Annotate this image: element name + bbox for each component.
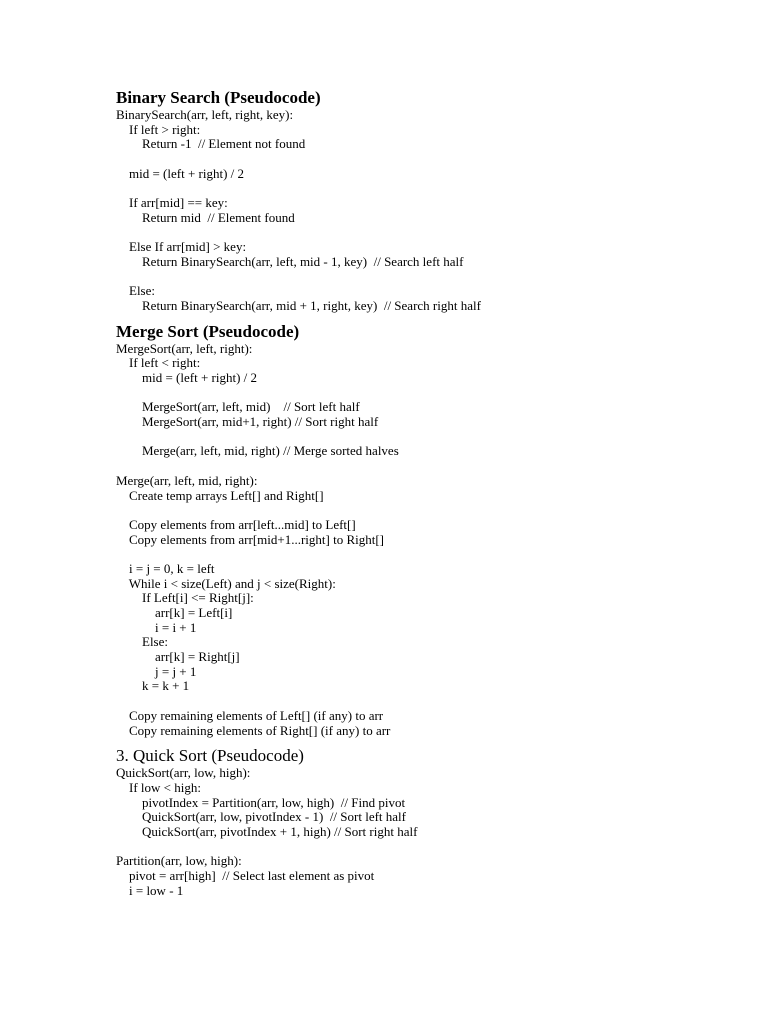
section-title-binary-search: Binary Search (Pseudocode)	[116, 88, 321, 107]
code-line: Return mid // Element found	[116, 209, 295, 225]
blank-line	[116, 181, 756, 196]
code-line: Create temp arrays Left[] and Right[]	[116, 487, 324, 503]
merge-sort-section	[116, 322, 756, 739]
code-line: Else:	[116, 634, 168, 650]
code-line: Else:	[116, 283, 155, 299]
code-line: Else If arr[mid] > key:	[116, 239, 247, 255]
code-line: QuickSort(arr, pivotIndex + 1, high) // Sort right half	[116, 823, 418, 839]
code-line: If left > right:	[116, 121, 201, 137]
code-line: MergeSort(arr, mid+1, right) // Sort right half	[116, 414, 379, 430]
code-line: If low < high:	[116, 779, 201, 795]
code-line: i = low - 1	[116, 882, 184, 898]
code-line: Copy elements from arr[mid+1...right] to Right[]	[116, 531, 385, 547]
code-line: pivot = arr[high] // Select last element as pivot	[116, 868, 375, 883]
code-line: QuickSort(arr, low, pivotIndex - 1) // Sort left half	[116, 809, 406, 825]
code-line: If Left[i] <= Right[j]:	[116, 590, 254, 606]
blank-line	[116, 430, 756, 445]
code-line: If arr[mid] == key:	[116, 195, 228, 211]
code-line: arr[k] = Right[j]	[116, 649, 240, 665]
merge-sort-pseudocode	[116, 342, 756, 739]
code-line: MergeSort(arr, left, right):	[116, 340, 253, 356]
code-line: Copy elements from arr[left...mid] to Left[]	[116, 516, 356, 532]
blank-line	[116, 386, 756, 401]
section-title-merge-sort: Merge Sort (Pseudocode)	[116, 321, 300, 341]
blank-line	[116, 152, 756, 167]
code-line: mid = (left + right) / 2	[116, 165, 245, 181]
code-line: Merge(arr, left, mid, right) // Merge sorted halves	[116, 443, 399, 459]
code-line: Copy remaining elements of Left[] (if any) to arr	[116, 707, 384, 723]
code-line: arr[k] = Left[i]	[116, 605, 233, 620]
blank-line	[116, 840, 756, 855]
code-line: k = k + 1	[116, 678, 190, 694]
blank-line	[116, 270, 756, 285]
code-line: BinarySearch(arr, left, right, key):	[116, 107, 294, 122]
code-line: If left < right:	[116, 355, 201, 371]
code-line: Copy remaining elements of Right[] (if any) to arr	[116, 722, 391, 738]
blank-line	[116, 459, 756, 474]
document-page	[116, 88, 756, 898]
code-line: j = j + 1	[116, 663, 197, 679]
binary-search-pseudocode	[116, 108, 756, 314]
code-line: i = j = 0, k = left	[116, 560, 215, 576]
section-title-quick-sort: 3. Quick Sort (Pseudocode)	[116, 746, 304, 766]
code-line: pivotIndex = Partition(arr, low, high) // Find pivot	[116, 794, 406, 810]
code-line: Return BinarySearch(arr, mid + 1, right, key) // Search right half	[116, 297, 481, 313]
code-line: While i < size(Left) and j < size(Right):	[116, 575, 336, 591]
blank-line	[116, 226, 756, 241]
binary-search-section	[116, 88, 756, 314]
blank-line	[116, 503, 756, 518]
code-line: Partition(arr, low, high):	[116, 853, 242, 869]
code-line: Return BinarySearch(arr, left, mid - 1, key) // Search left half	[116, 253, 464, 269]
quick-sort-pseudocode	[116, 766, 756, 898]
blank-line	[116, 547, 756, 562]
code-line: Return -1 // Element not found	[116, 136, 306, 152]
code-line: Merge(arr, left, mid, right):	[116, 472, 258, 488]
quick-sort-section	[116, 746, 756, 898]
code-line: mid = (left + right) / 2	[116, 370, 258, 385]
code-line: MergeSort(arr, left, mid) // Sort left half	[116, 399, 360, 415]
code-line: QuickSort(arr, low, high):	[116, 765, 251, 781]
code-line: i = i + 1	[116, 619, 197, 635]
blank-line	[116, 694, 756, 709]
